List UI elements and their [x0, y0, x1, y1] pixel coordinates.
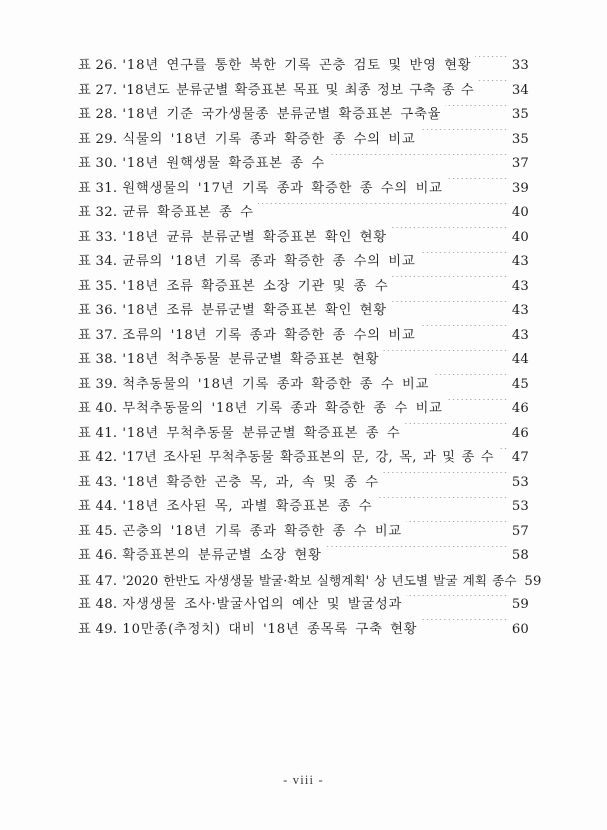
toc-entry-label: 표 47.	[78, 573, 118, 589]
toc-leader-dots	[478, 80, 508, 93]
toc-entry-page-number: 53	[511, 499, 529, 514]
toc-leader-dots	[421, 619, 508, 632]
toc-entry[interactable]	[78, 593, 529, 618]
toc-entry-label: 표 38.	[78, 352, 118, 367]
toc-entry-label: 표 31.	[78, 180, 118, 196]
toc-entry[interactable]	[78, 422, 529, 447]
toc-entry-label: 표 49.	[78, 621, 118, 637]
toc-leader-dots	[447, 399, 508, 412]
toc-entry-label: 표 48.	[78, 597, 118, 612]
toc-entry-page-number: 43	[511, 278, 529, 294]
toc-entry-title: '18년 원핵생물 확증표본 종 수	[122, 156, 326, 171]
toc-entry[interactable]	[78, 79, 529, 104]
page-number-footer: - viii -	[283, 773, 324, 787]
toc-entry-page-number: 60	[511, 621, 529, 637]
toc-entry-title: 조류의 '18년 기록 종과 확증한 종 수의 비교	[122, 327, 416, 343]
toc-entry-page-number: 33	[511, 58, 529, 73]
toc-entry-title: '17년 조사된 무척추동물 확증표본의 문, 강, 목, 과 및 종 수	[122, 450, 494, 465]
toc-entry-page-number: 35	[511, 107, 529, 122]
toc-entry-page-number: 43	[511, 303, 529, 318]
toc-entry-label: 표 40.	[78, 401, 118, 416]
toc-leader-dots	[447, 178, 508, 191]
toc-entry-page-number: 59	[511, 597, 529, 612]
toc-entry-title: '18년 기준 국가생물종 분류군별 확증표본 구축율	[122, 107, 442, 122]
toc-entry[interactable]	[78, 177, 529, 202]
toc-leader-dots	[420, 325, 508, 338]
toc-entry-label: 표 35.	[78, 278, 118, 294]
toc-entry-title: 확증표본의 분류군별 소장 현황	[122, 548, 322, 563]
toc-leader-dots	[406, 521, 508, 534]
toc-entry[interactable]	[78, 544, 529, 569]
toc-entry-page-number: 45	[511, 376, 529, 392]
toc-entry-title: '18년 연구를 통한 북한 기록 곤충 검토 및 반영 현황	[122, 58, 472, 73]
toc-entry-title: 균류의 '18년 기록 종과 확증한 종 수의 비교	[122, 254, 416, 269]
toc-entry-page-number: 35	[511, 131, 529, 147]
toc-entry-title: '18년 조사된 목, 과별 확증표본 종 수	[122, 499, 373, 514]
toc-entry-title: 무척추동물의 '18년 기록 종과 확증한 종 수 비교	[122, 401, 443, 416]
toc-entry-page-number: 39	[511, 180, 529, 196]
toc-entry-page-number: 40	[511, 229, 529, 245]
toc-entry-page-number: 59	[524, 573, 542, 589]
toc-leader-dots	[445, 105, 508, 118]
toc-entry[interactable]	[78, 520, 529, 545]
toc-entry-label: 표 44.	[78, 499, 118, 514]
toc-leader-dots	[326, 546, 508, 559]
toc-entry-label: 표 27.	[78, 82, 118, 98]
toc-entry-title: '2020 한반도 자생생물 발굴·확보 실행계획' 상 년도별 발굴 계획 종수	[122, 572, 517, 588]
table-of-contents-list	[78, 54, 542, 642]
toc-entry-label: 표 26.	[78, 58, 118, 73]
toc-leader-dots	[498, 448, 508, 461]
toc-entry-page-number: 47	[511, 450, 529, 465]
toc-entry-title: '18년 척추동물 분류군별 확증표본 현황	[122, 352, 380, 367]
toc-entry-title: '18년 균류 분류군별 확증표본 확인 현황	[122, 229, 387, 245]
toc-entry-page-number: 46	[511, 425, 529, 441]
toc-leader-dots	[420, 252, 508, 265]
toc-entry-page-number: 53	[511, 474, 529, 490]
toc-entry-page-number: 40	[511, 205, 529, 220]
toc-entry-page-number: 37	[511, 156, 529, 171]
toc-leader-dots	[420, 129, 508, 142]
toc-entry-label: 표 28.	[78, 107, 118, 122]
toc-entry-page-number: 46	[511, 401, 529, 416]
toc-leader-dots	[475, 56, 508, 69]
toc-entry-label: 표 36.	[78, 303, 118, 318]
toc-entry[interactable]	[78, 250, 529, 275]
toc-entry[interactable]	[78, 569, 542, 594]
toc-entry-label: 표 39.	[78, 376, 118, 392]
toc-entry-page-number: 57	[511, 523, 529, 539]
toc-entry-label: 표 33.	[78, 229, 118, 245]
toc-entry-label: 표 43.	[78, 474, 118, 490]
toc-leader-dots	[433, 374, 508, 387]
toc-entry[interactable]	[78, 324, 529, 349]
toc-entry[interactable]	[78, 201, 529, 226]
toc-entry[interactable]	[78, 128, 529, 153]
toc-entry-label: 표 46.	[78, 548, 118, 563]
toc-entry-title: '18년 무척추동물 분류군별 확증표본 종 수	[122, 425, 401, 441]
toc-entry-label: 표 30.	[78, 156, 118, 171]
toc-leader-dots	[383, 350, 508, 363]
toc-entry-page-number: 43	[511, 327, 529, 343]
toc-entry-page-number: 43	[511, 254, 529, 269]
toc-entry[interactable]	[78, 152, 529, 177]
toc-entry[interactable]	[78, 226, 529, 251]
toc-entry[interactable]	[78, 275, 529, 300]
toc-entry[interactable]	[78, 103, 529, 128]
toc-entry-title: '18년도 분류군별 확증표본 목표 및 최종 정보 구축 종 수	[122, 82, 475, 98]
toc-entry-label: 표 34.	[78, 254, 118, 269]
toc-entry-title: 자생생물 조사·발굴사업의 예산 및 발굴성과	[122, 597, 403, 612]
toc-leader-dots	[405, 423, 509, 436]
toc-entry[interactable]	[78, 54, 529, 79]
toc-entry-title: '18년 조류 확증표본 소장 기관 및 종 수	[122, 278, 389, 294]
toc-leader-dots	[391, 227, 508, 240]
toc-leader-dots	[329, 154, 508, 167]
toc-leader-dots	[406, 595, 508, 608]
toc-entry-page-number: 44	[511, 352, 529, 367]
toc-entry-label: 표 29.	[78, 131, 118, 147]
toc-entry-title: 식물의 '18년 기록 종과 확증한 종 수의 비교	[122, 131, 416, 147]
toc-entry-label: 표 45.	[78, 523, 118, 539]
toc-entry-title: 척추동물의 '18년 기록 종과 확증한 종 수 비교	[122, 376, 430, 392]
toc-entry-label: 표 37.	[78, 327, 118, 343]
toc-entry[interactable]	[78, 446, 529, 471]
toc-entry-title: 10만종(추정치) 대비 '18년 종목록 구축 현황	[122, 621, 418, 637]
toc-entry-title: 곤충의 '18년 기록 종과 확증한 종 수 비교	[122, 523, 402, 539]
toc-leader-dots	[391, 301, 508, 314]
toc-entry-title: 균류 확증표본 종 수	[122, 205, 254, 220]
toc-entry[interactable]	[78, 373, 529, 398]
toc-leader-dots	[383, 472, 508, 485]
toc-entry[interactable]	[78, 495, 529, 520]
toc-entry-title: '18년 조류 분류군별 확증표본 확인 현황	[122, 303, 387, 318]
toc-entry-label: 표 42.	[78, 450, 118, 465]
toc-leader-dots	[392, 276, 508, 289]
toc-entry[interactable]	[78, 348, 529, 373]
toc-entry-title: '18년 확증한 곤충 목, 과, 속 및 종 수	[122, 474, 379, 490]
toc-entry-label: 표 32.	[78, 205, 118, 220]
toc-leader-dots	[258, 203, 508, 216]
toc-entry[interactable]	[78, 397, 529, 422]
toc-entry[interactable]	[78, 471, 529, 496]
toc-entry-label: 표 41.	[78, 425, 118, 441]
toc-entry[interactable]	[78, 618, 529, 643]
toc-leader-dots	[376, 497, 508, 510]
toc-entry-title: 원핵생물의 '17년 기록 종과 확증한 종 수의 비교	[122, 180, 443, 196]
toc-entry-page-number: 34	[511, 82, 529, 98]
toc-entry-page-number: 58	[511, 548, 529, 563]
toc-entry[interactable]	[78, 299, 529, 324]
